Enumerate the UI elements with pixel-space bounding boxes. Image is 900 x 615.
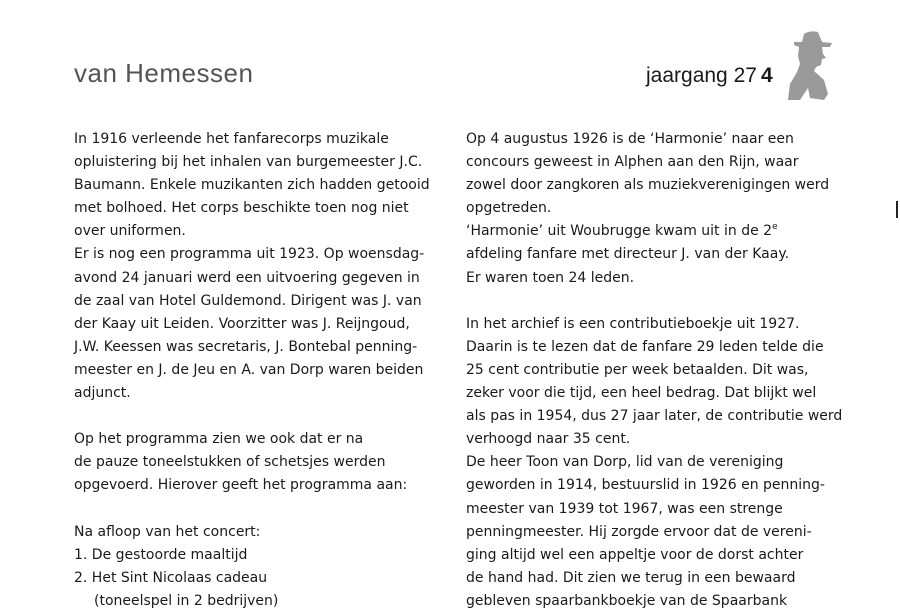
paragraph-line: als pas in 1954, dus 27 jaar later, de contributie werd xyxy=(466,408,843,425)
paragraph-line: meester en J. de Jeu en A. van Dorp waren beiden xyxy=(74,361,424,378)
paragraph-line: adjunct. xyxy=(74,385,131,402)
program-list-item: 1. De gestoorde maaltijd xyxy=(74,546,248,563)
paragraph-line: avond 24 januari werd een uitvoering gegeven in xyxy=(74,269,420,286)
paragraph-line: de pauze toneelstukken of schetsjes werden xyxy=(74,454,386,471)
paragraph-line: met bolhoed. Het corps beschikte toen nog niet xyxy=(74,200,409,217)
paragraph-line: de hand had. Dit zien we terug in een bewaard xyxy=(466,569,796,586)
paragraph-line: over uniformen. xyxy=(74,223,186,240)
program-list-note: (toneelspel in 2 bedrijven) xyxy=(94,592,279,609)
issue-label-text: jaargang 27 xyxy=(646,64,757,87)
paragraph-line: zowel door zangkoren als muziekverenigingen werd xyxy=(466,177,830,194)
page-number: 4 xyxy=(760,64,773,87)
issue-label xyxy=(646,64,773,88)
paragraph-line: ging altijd wel een appeltje voor de dorst achter xyxy=(466,546,804,563)
paragraph-line: concours geweest in Alphen aan den Rijn, waar xyxy=(466,154,799,171)
paragraph-line: ‘Harmonie’ uit Woubrugge kwam uit in de 2e xyxy=(466,222,778,240)
paragraph-line: opgetreden. xyxy=(466,200,552,217)
paragraph-line: geworden in 1914, bestuurslid in 1926 en penning- xyxy=(466,477,825,494)
paragraph-line: Op 4 augustus 1926 is de ‘Harmonie’ naar een xyxy=(466,131,794,147)
program-list-item: 2. Het Sint Nicolaas cadeau xyxy=(74,569,268,586)
paragraph-line: gebleven spaarbankboekje van de Spaarbank xyxy=(466,592,788,609)
paragraph-line: In 1916 verleende het fanfarecorps muzikale xyxy=(74,131,389,147)
paragraph-line: opluistering bij het inhalen van burgemeester J.C. xyxy=(74,154,423,171)
paragraph-line: afdeling fanfare met directeur J. van der Kaay. xyxy=(466,246,790,263)
paragraph-line: zeker voor die tijd, een heel bedrag. Dat blijkt wel xyxy=(466,385,817,402)
paragraph-line: Na afloop van het concert: xyxy=(74,523,261,540)
paragraph-line: 25 cent contributie per week betaalden. Dit was, xyxy=(466,361,809,378)
paragraph-line: Er waren toen 24 leden. xyxy=(466,269,635,286)
blank-line xyxy=(74,498,434,521)
ordinal-superscript: e xyxy=(772,222,778,233)
paragraph-line: penningmeester. Hij zorgde ervoor dat de vereni- xyxy=(466,523,812,540)
page-header-title: van Hemessen xyxy=(74,58,254,88)
paragraph-line: opgevoerd. Hierover geeft het programma aan: xyxy=(74,477,408,494)
blank-line xyxy=(74,405,434,428)
hat-man-silhouette-icon xyxy=(784,28,838,102)
paragraph-line: Baumann. Enkele muzikanten zich hadden getooid xyxy=(74,177,430,194)
paragraph-line: meester van 1939 tot 1967, was een strenge xyxy=(466,500,783,517)
paragraph-line: de zaal van Hotel Guldemond. Dirigent was J. van xyxy=(74,292,422,309)
paragraph-line: De heer Toon van Dorp, lid van de vereniging xyxy=(466,454,784,471)
left-text-column xyxy=(74,128,434,613)
paragraph-line: der Kaay uit Leiden. Voorzitter was J. Reijngoud, xyxy=(74,315,410,332)
paragraph-line: Er is nog een programma uit 1923. Op woensdag- xyxy=(74,246,425,263)
right-text-column xyxy=(466,128,843,613)
blank-line xyxy=(466,290,826,313)
paragraph-line: In het archief is een contributieboekje uit 1927. xyxy=(466,315,800,332)
paragraph-line: Op het programma zien we ook dat er na xyxy=(74,431,364,448)
paragraph-line: Daarin is te lezen dat de fanfare 29 leden telde die xyxy=(466,338,824,355)
text-cursor xyxy=(896,201,898,218)
paragraph-line: verhoogd naar 35 cent. xyxy=(466,431,631,448)
paragraph-line: J.W. Keessen was secretaris, J. Bontebal penning- xyxy=(74,338,418,355)
